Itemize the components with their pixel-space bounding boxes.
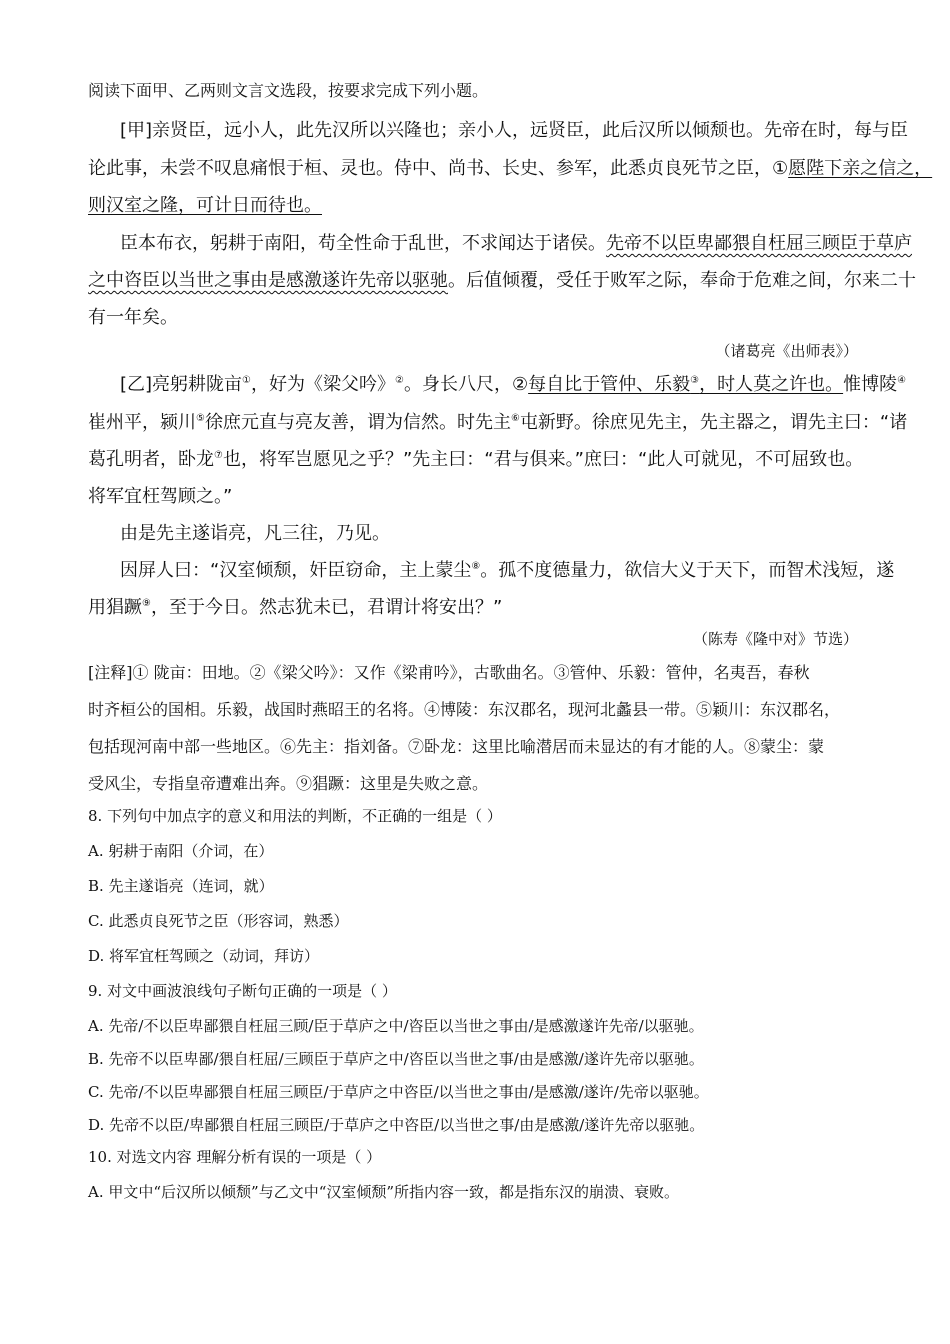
q10-option-a[interactable]: A. 甲文中“后汉所以倾颓”与乙文中“汉室倾颓”所指内容一致，都是指东汉的崩溃、衰败。 xyxy=(88,1183,680,1201)
q9-stem: 9. 对文中画波浪线句子断句正确的一项是（ ） xyxy=(88,982,397,1000)
notes-line-1: [注释]① 陇亩：田地。②《梁父吟》：又作《梁甫吟》，古歌曲名。③管仲、乐毅：管仲，名夷吾，春秋 xyxy=(88,663,810,682)
q8-option-c[interactable]: C. 此悉贞良死节之臣（形容词，熟悉） xyxy=(88,912,349,930)
jia-line-5: 之中咨臣以当世之事由是感激遂许先帝以驱驰。后值倾覆，受任于败军之际，奉命于危难之间，尔来二十 xyxy=(88,270,916,291)
jia-source: （诸葛亮《出师表》） xyxy=(715,342,858,360)
reading-intro: 阅读下面甲、乙两则文言文选段，按要求完成下列小题。 xyxy=(88,81,489,100)
notes-line-4: 受风尘，专指皇帝遭难出奔。⑨猖蹶：这里是失败之意。 xyxy=(88,774,489,793)
q9-option-a[interactable]: A. 先帝/不以臣卑鄙猥自枉屈三顾/臣于草庐之中/咨臣以当世之事由/是感激遂许先帝/以驱驰。 xyxy=(88,1017,704,1035)
q9-option-d[interactable]: D. 先帝不以臣/卑鄙猥自枉屈三顾臣/于草庐之中咨臣/以当世之事/由是感激/遂许先帝以驱驰。 xyxy=(88,1116,705,1134)
q8-option-d[interactable]: D. 将军宜枉驾顾之（动词，拜访） xyxy=(88,947,320,965)
dotted-char: 顾 xyxy=(184,947,200,965)
yi-line-3: 葛孔明者，卧龙⑦也，将军岂愿见之乎？”先主曰：“君与俱来。”庶曰：“此人可就见，不可屈致也。 xyxy=(88,449,864,470)
q8-option-a[interactable]: A. 躬耕于南阳（介词，在） xyxy=(88,842,274,860)
underlined-sentence-1-cont: 则汉室之隆，可计日而待也。 xyxy=(88,195,322,216)
jia-line-1: [甲]亲贤臣，远小人，此先汉所以兴隆也；亲小人，远贤臣，此后汉所以倾颓也。先帝在时，每与臣 xyxy=(120,120,909,141)
dotted-char: 悉 xyxy=(123,912,139,930)
yi-line-1: [乙]亮躬耕陇亩①，好为《梁父吟》②。身长八尺，②每自比于管仲、乐毅③，时人莫之许也。惟博陵④ xyxy=(120,374,907,395)
jia-line-2: 论此事，未尝不叹息痛恨于桓、灵也。侍中、尚书、长史、参军，此悉贞良死节之臣，①愿陛下亲之信之， xyxy=(88,158,933,179)
q8-option-b[interactable]: B. 先主遂诣亮（连词，就） xyxy=(88,877,274,895)
yi-line-7: 用猖蹶⑨，至于今日。然志犹未已，君谓计将安出？” xyxy=(88,597,503,618)
dotted-char: 于 xyxy=(138,842,154,860)
q9-option-b[interactable]: B. 先帝不以臣卑鄙/猥自枉屈/三顾臣于草庐之中/咨臣以当世之事/由是感激/遂许先帝以驱驰。 xyxy=(88,1050,704,1068)
q9-option-c[interactable]: C. 先帝/不以臣卑鄙猥自枉屈三顾臣/于草庐之中咨臣/以当世之事由/是感激/遂许/先帝以驱驰。 xyxy=(88,1083,709,1101)
yi-line-4: 将军宜枉驾顾之。” xyxy=(88,486,233,507)
notes-line-3: 包括现河南中部一些地区。⑥先主：指刘备。⑦卧龙：这里比喻潜居而未显达的有才能的人。⑧蒙尘：蒙 xyxy=(88,737,825,756)
q8-stem: 8. 下列句中加点字的意义和用法的判断，不正确的一组是（ ） xyxy=(88,807,502,825)
yi-line-6: 因屏人曰：“汉室倾颓，奸臣窃命，主上蒙尘⑧。孤不度德量力，欲信大义于天下，而智术浅短，遂 xyxy=(120,560,895,581)
q10-stem: 10. 对选文内容 理解分析有误的一项是（ ） xyxy=(88,1148,382,1166)
wavy-sentence: 先帝不以臣卑鄙猥自枉屈三顾臣于草庐 xyxy=(606,233,912,254)
wavy-sentence-cont: 之中咨臣以当世之事由是感激遂许先帝以驱驰 xyxy=(88,270,448,291)
yi-line-5: 由是先主遂诣亮，凡三往，乃见。 xyxy=(120,523,390,544)
jia-line-6: 有一年矣。 xyxy=(88,307,178,328)
notes-line-2: 时齐桓公的国相。乐毅，战国时燕昭王的名将。④博陵：东汉郡名，现河北蠡县一带。⑤颖川：东汉郡名， xyxy=(88,700,841,719)
jia-line-4: 臣本布衣，躬耕于南阳，苟全性命于乱世，不求闻达于诸侯。先帝不以臣卑鄙猥自枉屈三顾臣于草庐 xyxy=(120,233,912,254)
dotted-char: 遂 xyxy=(138,877,154,895)
jia-line-3 xyxy=(88,191,322,217)
yi-line-2: 崔州平，颍川⑤徐庶元直与亮友善，谓为信然。时先主⑥屯新野。徐庶见先主，先主器之，谓先主曰：“诸 xyxy=(88,412,908,433)
yi-source: （陈寿《隆中对》节选） xyxy=(692,630,858,648)
underlined-sentence-2: 每自比于管仲、乐毅③，时人莫之许也。 xyxy=(528,374,844,395)
underlined-sentence-1: 愿陛下亲之信之， xyxy=(788,158,933,179)
